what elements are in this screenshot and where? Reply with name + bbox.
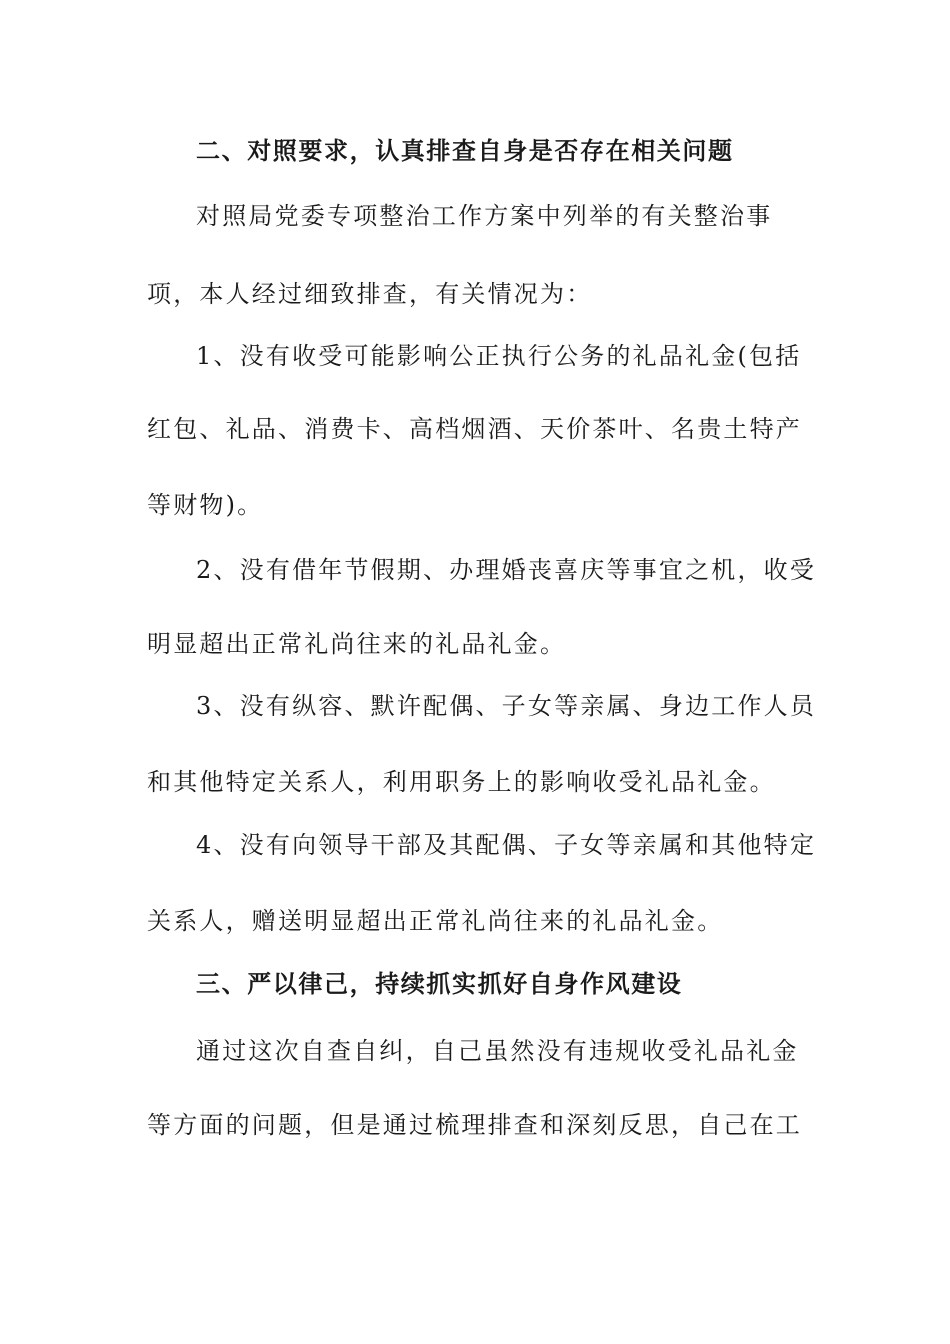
item-3-line-2: 和其他特定关系人，利用职务上的影响收受礼品礼金。: [147, 768, 776, 796]
item-3-line-1: 3、没有纵容、默许配偶、子女等亲属、身边工作人员: [196, 692, 817, 720]
item-1-line-3: 等财物)。: [147, 491, 264, 519]
item-2-line-2: 明显超出正常礼尚往来的礼品礼金。: [147, 630, 567, 658]
section-3-body-line-2: 等方面的问题，但是通过梳理排查和深刻反思，自己在工: [147, 1111, 802, 1139]
section-2-intro-line-1: 对照局党委专项整治工作方案中列举的有关整治事: [196, 202, 773, 230]
item-2-line-1: 2、没有借年节假期、办理婚丧喜庆等事宜之机，收受: [196, 556, 817, 584]
item-1-line-2: 红包、礼品、消费卡、高档烟酒、天价茶叶、名贵土特产: [147, 415, 802, 443]
item-4-line-1: 4、没有向领导干部及其配偶、子女等亲属和其他特定: [196, 831, 817, 859]
section-2-intro-line-2: 项，本人经过细致排查，有关情况为：: [147, 280, 593, 308]
section-3-body-line-1: 通过这次自查自纠，自己虽然没有违规收受礼品礼金: [196, 1037, 799, 1065]
section-2-heading: 二、对照要求，认真排查自身是否存在相关问题: [196, 136, 734, 165]
section-3-heading: 三、严以律己，持续抓实抓好自身作风建设: [196, 969, 683, 998]
item-1-line-1: 1、没有收受可能影响公正执行公务的礼品礼金(包括: [196, 342, 802, 370]
item-4-line-2: 关系人，赠送明显超出正常礼尚往来的礼品礼金。: [147, 907, 724, 935]
